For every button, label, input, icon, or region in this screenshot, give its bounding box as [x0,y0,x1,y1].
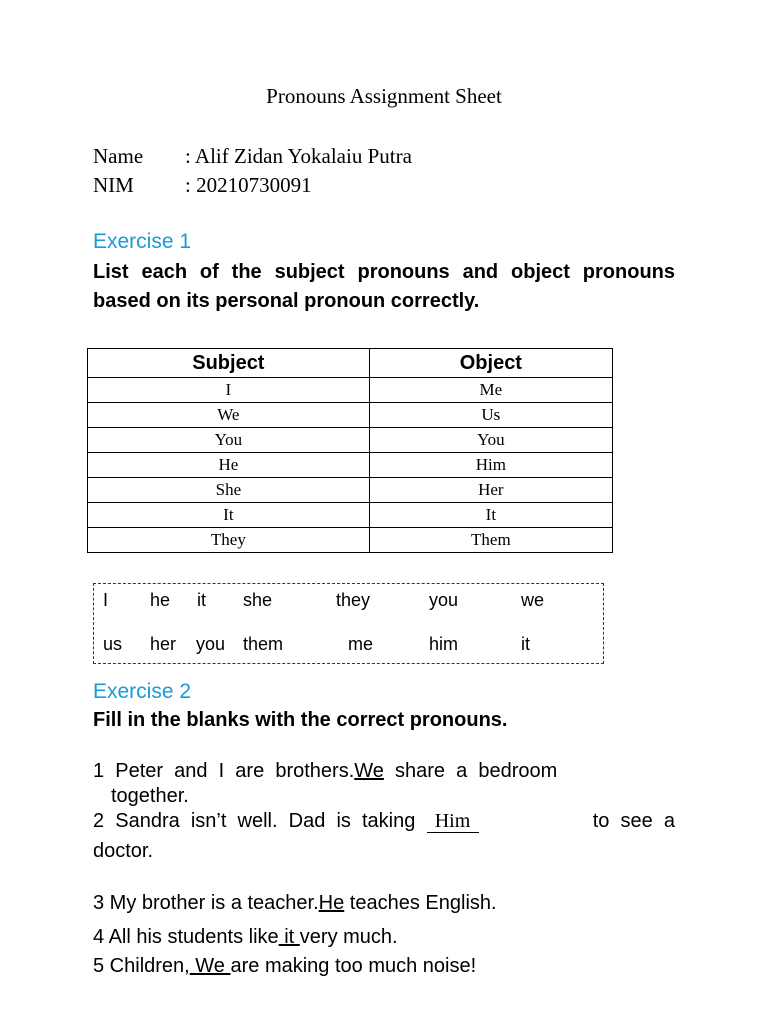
exercise-2-instruction: Fill in the blanks with the correct pronouns. [93,709,508,731]
word-bank-item: them [243,634,284,654]
sentence-1 [93,758,613,784]
name-value: : Alif Zidan Yokalaiu Putra [185,144,412,168]
exercise-1-heading: Exercise 1 [93,230,192,253]
subject-cell: He [88,453,370,478]
sentence-2 [93,808,675,834]
table-header-row [88,349,613,378]
word-bank-item: she [243,590,273,610]
sentence-text: 2 Sandra isn’t well. Dad is taking [93,810,427,832]
word-bank-item: he [150,590,171,610]
nim-value: : 20210730091 [185,173,312,197]
subject-cell: I [88,378,370,403]
sentence-1-continuation: together. [111,785,189,807]
sentence-text: teaches English. [344,892,497,914]
object-cell: You [369,428,612,453]
sentence-text: 5 Children, [93,955,190,977]
table-row [88,453,613,478]
object-cell: Her [369,478,612,503]
sentence-text: 3 My brother is a teacher. [93,892,319,914]
exercise-2-heading: Exercise 2 [93,680,192,703]
subject-cell: It [88,503,370,528]
sentence-text: to see a [592,810,675,832]
sentence-4 [93,924,398,950]
subject-cell: We [88,403,370,428]
word-bank-item: you [429,590,459,610]
word-bank-item: it [521,634,530,654]
word-bank-item: I [103,590,109,610]
word-bank-item: we [521,590,545,610]
answer-blank: We [354,760,384,782]
word-bank-item: you [196,634,226,654]
page-title: Pronouns Assignment Sheet [266,84,502,108]
table-row [88,478,613,503]
object-cell: Them [369,528,612,553]
name-row [93,144,412,169]
sentence-3 [93,890,497,916]
name-label: Name [93,144,144,168]
sentence-text: 4 All his students like [93,926,279,948]
sentence-2-continuation: doctor. [93,840,154,862]
sentence-text: are making too much noise! [230,955,477,977]
subject-cell: They [88,528,370,553]
word-bank-item: him [429,634,459,654]
object-cell: It [369,503,612,528]
object-cell: Me [369,378,612,403]
exercise-1-instruction: List each of the subject pronouns and object pronouns based on its personal pronoun correctly. [93,261,675,312]
answer-blank: He [318,892,345,914]
word-bank-item: her [150,634,177,654]
answer-blank: it [278,926,300,948]
answer-blank: Him [427,810,479,833]
table-row [88,428,613,453]
word-bank-item: they [336,590,371,610]
nim-label: NIM [93,173,134,197]
word-bank-item: me [348,634,374,654]
answer-blank: We [189,955,231,977]
word-bank-item: us [103,634,123,654]
subject-cell: You [88,428,370,453]
word-bank-item: it [197,590,206,610]
object-cell: Us [369,403,612,428]
table-row [88,378,613,403]
sentence-text: very much. [299,926,398,948]
object-cell: Him [369,453,612,478]
table-row [88,528,613,553]
sentence-text: share a bedroom [383,760,558,782]
table-row [88,503,613,528]
subject-cell: She [88,478,370,503]
sentence-text: 1 Peter and I are brothers. [93,760,355,782]
sentence-5 [93,953,476,979]
word-bank-box [93,583,604,664]
table-row [88,403,613,428]
nim-row [93,173,312,198]
pronoun-table [87,348,613,553]
subject-header: Subject [88,349,370,378]
object-header: Object [369,349,612,378]
